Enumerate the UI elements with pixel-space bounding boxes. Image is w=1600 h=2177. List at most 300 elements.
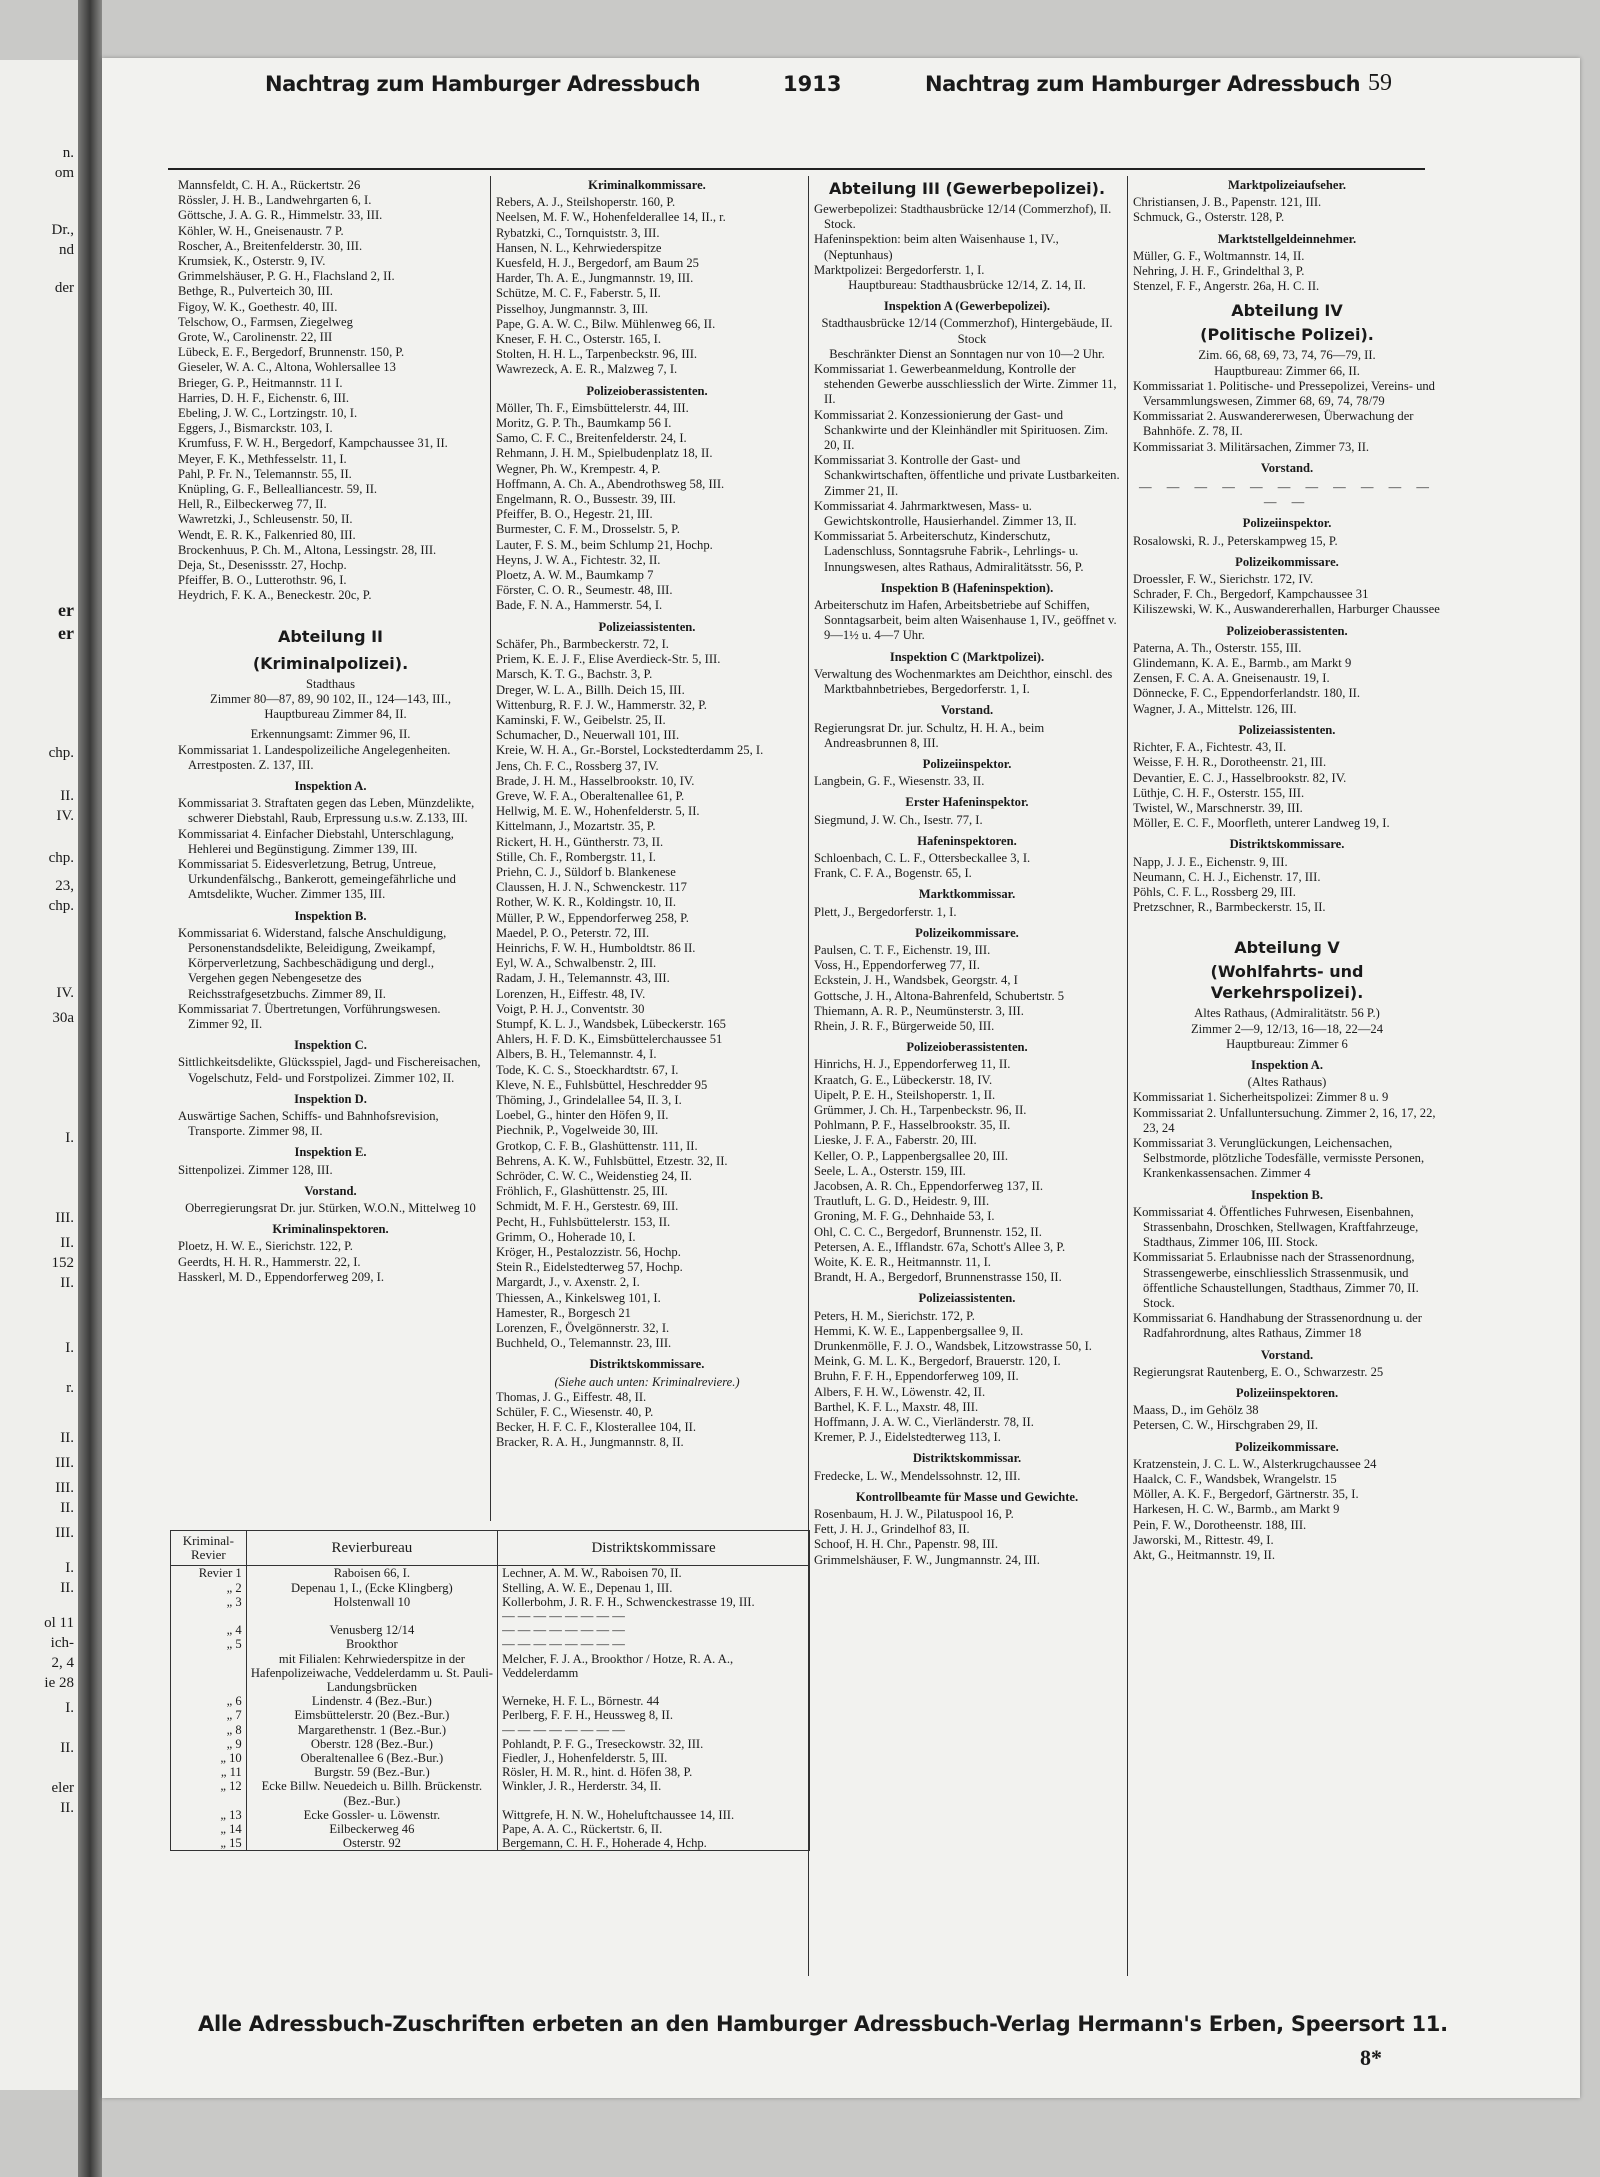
list-entry: Devantier, E. C. J., Hasselbrookstr. 82, IV. [1133, 770, 1347, 785]
list-entry: Behrens, A. K. W., Fuhlsbüttel, Etzestr. 32, II. [496, 1153, 728, 1168]
list-entry: Schumacher, D., Neuerwall 101, III. [496, 728, 680, 743]
list-entry: Müller, G. F., Woltmannstr. 14, II. [1133, 248, 1305, 263]
inspektion-a-location: (Altes Rathaus) [1247, 1075, 1327, 1090]
previous-page-fragment: 152 [51, 1255, 74, 1271]
list-entry: Loebel, G., hinter den Höfen 9, II. [496, 1108, 669, 1123]
list-entry: Trautluft, L. G. D., Heidestr. 9, III. [814, 1194, 990, 1209]
revier-cell: „ 3 [171, 1595, 247, 1609]
revierbureau-cell: Venusberg 12/14 [246, 1623, 497, 1637]
kommissariat-4: Kommissariat 4. Öffentliches Fuhrwesen, Eisenbahnen, Strassenbahn, Droschken, Stellwagen, Kraftfahrzeuge, Stadthaus, Zimmer 106, III. Stock. [1133, 1204, 1419, 1250]
previous-page-fragment: III. [55, 1525, 74, 1541]
list-entry: Glindemann, K. A. E., Barmb., am Markt 9 [1133, 656, 1352, 671]
revier-cell: Revier 1 [171, 1566, 247, 1581]
column-rule-1 [490, 176, 491, 1521]
abteilung-4-hauptbureau: Hauptbureau: Zimmer 66, II. [1214, 363, 1360, 378]
revier-cell: „ 10 [171, 1751, 247, 1765]
inspektion-c-text: Verwaltung des Wochenmarktes am Deichthor, einschl. des Marktbahnbetriebes, Bergedorferstr. 1, I. [814, 666, 1113, 697]
table-row [171, 1566, 810, 1581]
table-row [171, 1723, 810, 1737]
list-entry: Petersen, A. E., Ifflandstr. 67a, Schott's Allee 3, P. [814, 1239, 1066, 1254]
revierbureau-cell [246, 1609, 497, 1623]
kommissariat-4: Kommissariat 4. Einfacher Diebstahl, Unterschlagung, Hehlerei und Begünstigung. Zimmer 139, III. [178, 826, 454, 856]
section-subtitle-wohlfahrts-verkehrspolizei: (Wohlfahrts- und Verkehrspolizei). [1210, 962, 1364, 1003]
list-entry: Kneser, F. H. C., Osterstr. 165, I. [496, 332, 661, 347]
list-entry: Brockenhuus, P. Ch. M., Altona, Lessingstr. 28, III. [178, 542, 437, 557]
list-entry: Hemmi, K. W. E., Lappenbergsallee 9, II. [814, 1323, 1024, 1338]
revierbureau-cell: Margarethenstr. 1 (Bez.-Bur.) [246, 1723, 497, 1737]
polizeiassistenten-heading: Polizeiassistenten. [918, 1291, 1016, 1306]
previous-page-fragment: II. [60, 1430, 74, 1446]
list-entry: Bethge, R., Pulverteich 30, III. [178, 284, 333, 299]
abteilung-5-rooms: Zimmer 2—9, 12/13, 16—18, 22—24 [1190, 1021, 1384, 1036]
list-entry: Haalck, C. F., Wandsbek, Wrangelstr. 15 [1133, 1472, 1337, 1487]
running-title-right: Nachtrag zum Hamburger Adressbuch [925, 72, 1361, 96]
distriktskommissar-cell: Pape, A. A. C., Rückertstr. 6, II. [498, 1822, 810, 1836]
list-entry: Uipelt, P. E. H., Steilshoperstr. 1, II. [814, 1087, 996, 1102]
column-4 [1133, 178, 1441, 1563]
list-entry: Ahlers, H. F. D. K., Eimsbüttelerchaussee 51 [496, 1032, 723, 1047]
list-entry: Deja, St., Desenissstr. 27, Hochp. [178, 558, 347, 573]
distriktskommissare-heading: Distriktskommissare. [589, 1357, 705, 1372]
polizeikommissare-list [1133, 1457, 1441, 1563]
previous-page-fragment: II. [60, 1800, 74, 1816]
distriktskommissar-cell: Pohlandt, P. F. G., Treseckowstr. 32, III. [498, 1737, 810, 1751]
polizeiassistenten-heading: Polizeiassistenten. [598, 619, 696, 634]
list-entry: Albers, B. H., Telemannstr. 4, I. [496, 1047, 657, 1062]
list-entry: Rother, W. K. R., Koldingstr. 10, II. [496, 895, 677, 910]
list-entry: Paterna, A. Th., Osterstr. 155, III. [1133, 640, 1302, 655]
polizeiinspektor-name: Langbein, G. F., Wiesenstr. 33, II. [814, 774, 985, 789]
inspektion-b-text: Arbeiterschutz im Hafen, Arbeitsbetriebe auf Schiffen, Sonntagsarbeit, beim alten Waisenhause 1, IV., geöffnet v. 9—1½ u. 4—7 Uhr. [814, 598, 1117, 643]
list-entry: Pecht, H., Fuhlsbüttelerstr. 153, II. [496, 1214, 671, 1229]
inspektion-c-heading: Inspektion C (Marktpolizei). [889, 649, 1045, 664]
distriktskommissar-cell: Rösler, H. M. R., hint. d. Höfen 38, P. [498, 1765, 810, 1779]
kriminalinspektoren-list [178, 1239, 483, 1285]
list-entry: Fett, J. H. J., Grindelhof 83, II. [814, 1522, 970, 1537]
revierbureau-cell: Oberaltenallee 6 (Bez.-Bur.) [246, 1751, 497, 1765]
list-entry: Schütze, M. C. F., Faberstr. 5, II. [496, 286, 661, 301]
distriktskommissar-cell: Winkler, J. R., Herderstr. 34, II. [498, 1779, 810, 1807]
list-entry: Meyer, F. K., Methfesselstr. 11, I. [178, 451, 347, 466]
kommissariat-3: Kommissariat 3. Kontrolle der Gast- und Schankwirtschaften, öffentliche und private Lustbarkeiten. Zimmer 21, II. [814, 453, 1120, 498]
kommissariat-3: Kommissariat 3. Militärsachen, Zimmer 73, II. [1133, 439, 1370, 454]
list-entry: Schüler, F. C., Wiesenstr. 40, P. [496, 1405, 654, 1420]
running-title-left: Nachtrag zum Hamburger Adressbuch [265, 72, 701, 96]
list-entry: Schoof, H. H. Chr., Papenstr. 98, III. [814, 1537, 998, 1552]
list-entry: Gieseler, W. A. C., Altona, Wohlersallee 13 [178, 360, 396, 375]
list-entry: Hellwig, M. E. W., Hohenfelderstr. 5, II. [496, 804, 700, 819]
list-entry: Fröhlich, F., Glashüttenstr. 25, III. [496, 1184, 668, 1199]
previous-page-fragment: II. [60, 1235, 74, 1251]
polizeiinspektoren-list [1133, 1403, 1441, 1433]
list-entry: Wagner, J. A., Mittelstr. 126, III. [1133, 701, 1297, 716]
list-entry: Eckstein, J. H., Wandsbek, Georgstr. 4, I [814, 973, 1018, 988]
inspektion-d-text: Auswärtige Sachen, Schiffs- und Bahnhofsrevision, Transporte. Zimmer 98, II. [178, 1108, 439, 1139]
hauptbureau-address: Hauptbureau: Stadthausbrücke 12/14, Z. 14, II. [848, 278, 1086, 293]
previous-page-fragment: II. [60, 1275, 74, 1291]
marktpolizei-address: Marktpolizei: Bergedorferstr. 1, I. [814, 262, 985, 277]
list-entry: Bruhn, F. F. H., Eppendorferweg 109, II. [814, 1369, 1019, 1384]
inspektion-a-text: Stadthausbrücke 12/14 (Commerzhof), Hintergebäude, II. Stock [821, 316, 1113, 346]
list-entry: Marsch, K. T. G., Bachstr. 3, P. [496, 667, 653, 682]
polizeikommissare-list [1133, 572, 1441, 618]
list-entry: Kuesfeld, H. J., Bergedorf, am Baum 25 [496, 256, 699, 271]
column-3 [814, 178, 1120, 1568]
list-entry: Napp, J. J. E., Eichenstr. 9, III. [1133, 854, 1288, 869]
list-entry: Heyns, J. W. A., Fichtestr. 32, II. [496, 552, 661, 567]
previous-page-fragment: om [54, 165, 74, 181]
list-entry: Nehring, J. H. F., Grindelthal 3, P. [1133, 264, 1305, 279]
inspektion-b-heading: Inspektion B. [1250, 1187, 1324, 1202]
distriktskommissar-cell: Bergemann, C. H. F., Hoherade 4, Hchp. [498, 1836, 810, 1851]
table-row [171, 1694, 810, 1708]
list-entry: Roscher, A., Breitenfelderstr. 30, III. [178, 238, 363, 253]
list-entry: Lorenzen, H., Eiffestr. 48, IV. [496, 986, 646, 1001]
kontrollbeamte-list [814, 1507, 1120, 1568]
list-entry: Rössler, J. H. B., Landwehrgarten 6, I. [178, 193, 372, 208]
page-header [185, 70, 1465, 110]
list-entry: Voss, H., Eppendorferweg 77, II. [814, 958, 980, 973]
previous-page-fragment: er [58, 600, 74, 620]
table-row [171, 1751, 810, 1765]
previous-page-fragment: chp. [48, 745, 74, 761]
erster-hafeninspektor-heading: Erster Hafeninspektor. [905, 795, 1029, 810]
erster-hafeninspektor-name: Siegmund, J. W. Ch., Isestr. 77, I. [814, 812, 983, 827]
polizeiinspektor-heading: Polizeiinspektor. [922, 756, 1012, 771]
revierbureau-cell: Eimsbüttelerstr. 20 (Bez.-Bur.) [246, 1708, 497, 1722]
polizeikommissare-heading: Polizeikommissare. [1235, 554, 1339, 569]
list-entry: Albers, F. H. W., Löwenstr. 42, II. [814, 1384, 986, 1399]
stadthaus-rooms: Zimmer 80—87, 89, 90 102, II., 124—143, III., Hauptbureau Zimmer 84, II. [210, 691, 451, 722]
list-entry: Hasskerl, M. D., Eppendorferweg 209, I. [178, 1269, 384, 1284]
list-entry: Wendt, E. R. K., Falkenried 80, III. [178, 527, 356, 542]
column-1 [178, 178, 483, 1285]
distriktskommissar-cell: Lechner, A. M. W., Raboisen 70, II. [498, 1566, 810, 1581]
list-entry: Margardt, J., v. Axenstr. 2, I. [496, 1275, 640, 1290]
list-entry: Thiemann, A. R. P., Neumünsterstr. 3, III. [814, 1003, 1024, 1018]
previous-page-fragment: er [58, 623, 74, 643]
previous-page-fragment: der [54, 280, 74, 296]
inspektion-b-heading: Inspektion B (Hafeninspektion). [880, 580, 1054, 595]
kommissariat-5: Kommissariat 5. Eidesverletzung, Betrug, Untreue, Urkundenfälschg., Bankerott, gemeingefährliche und Amtsdelikte, Wucher. Zimmer 135, III. [178, 856, 456, 902]
list-entry: Radam, J. H., Telemannstr. 43, III. [496, 971, 670, 986]
polizeioberassistenten-heading: Polizeioberassistenten. [906, 1040, 1028, 1055]
list-entry: Schröder, C. W. C., Weidenstieg 24, II. [496, 1169, 692, 1183]
list-entry: Ploetz, A. W. M., Baumkamp 7 [496, 568, 654, 583]
list-entry: Richter, F. A., Fichtestr. 43, II. [1133, 740, 1287, 755]
list-entry: Maass, D., im Gehölz 38 [1133, 1403, 1259, 1418]
list-entry: Burmester, C. F. M., Drosselstr. 5, P. [496, 522, 680, 537]
header-rule [168, 168, 1425, 170]
previous-page-fragment: IV. [56, 985, 74, 1001]
inspektion-e-text: Sittenpolizei. Zimmer 128, III. [178, 1162, 333, 1177]
list-entry: Eyl, W. A., Schwalbenstr. 2, III. [496, 956, 657, 971]
list-entry: Kraatch, G. E., Lübeckerstr. 18, IV. [814, 1072, 993, 1087]
list-entry: Rehmann, J. H. M., Spielbudenplatz 18, II. [496, 446, 713, 461]
list-entry: Möller, A. K. F., Bergedorf, Gärtnerstr. 35, I. [1133, 1487, 1359, 1502]
section-subtitle-politische-polizei: (Politische Polizei). [1200, 325, 1374, 345]
table-row [171, 1836, 810, 1851]
page-number: 59 [1368, 70, 1392, 96]
list-entry: Gottsche, J. H., Altona-Bahrenfeld, Schubertstr. 5 [814, 988, 1065, 1003]
list-entry: Groning, M. F. G., Dehnhaide 53, I. [814, 1209, 995, 1224]
table-row [171, 1581, 810, 1595]
marktkommissar-name: Plett, J., Bergedorferstr. 1, I. [814, 904, 957, 919]
previous-page-fragment: chp. [48, 898, 74, 914]
signature-mark: 8* [1360, 2045, 1382, 2070]
table-row [171, 1822, 810, 1836]
marktkommissar-heading: Marktkommissar. [918, 887, 1016, 902]
polizeiassistenten-list [1133, 740, 1441, 831]
marktpolizeiaufseher-list [1133, 195, 1441, 225]
inspektion-c-heading: Inspektion C. [294, 1038, 367, 1053]
previous-page-edge [0, 60, 79, 2090]
kontrollbeamte-heading: Kontrollbeamte für Masse und Gewichte. [855, 1489, 1079, 1504]
vorstand-text: Regierungsrat Dr. jur. Schultz, H. H. A., beim Andreasbrunnen 8, III. [814, 720, 1045, 750]
distriktskommissar-name: Fredecke, L. W., Mendelssohnstr. 12, III. [814, 1468, 1021, 1483]
distriktskommissar-cell: Wittgrefe, H. N. W., Hoheluftchaussee 14, III. [498, 1808, 810, 1822]
distriktskommissare-note: (Siehe auch unten: Kriminalreviere.) [554, 1374, 740, 1389]
hafeninspektoren-list [814, 851, 1120, 881]
kriminalrevier-table [170, 1530, 810, 1851]
list-entry: Thiessen, A., Kinkelsweg 101, I. [496, 1290, 661, 1305]
inspektion-a-heading: Inspektion A (Gewerbepolizei). [883, 299, 1051, 314]
list-entry: Grote, W., Carolinenstr. 22, III [178, 330, 333, 345]
vorstand-heading: Vorstand. [304, 1183, 357, 1198]
polizeiinspektor-heading: Polizeiinspektor. [1242, 516, 1332, 531]
kommissariat-7: Kommissariat 7. Übertretungen, Vorführungswesen. Zimmer 92, II. [178, 1001, 441, 1031]
list-entry: Möller, E. C. F., Moorfleth, unterer Landweg 19, I. [1133, 816, 1390, 831]
distriktskommissar-heading: Distriktskommissar. [912, 1451, 1022, 1466]
marktstellgeldeinnehmer-heading: Marktstellgeldeinnehmer. [1217, 231, 1357, 246]
polizeiinspektor-name: Rosalowski, R. J., Peterskampweg 15, P. [1133, 533, 1338, 548]
list-entry: Lorenzen, F., Övelgönnerstr. 32, I. [496, 1321, 670, 1336]
polizeiinspektoren-heading: Polizeiinspektoren. [1235, 1386, 1339, 1400]
list-entry: Grümmer, J. Ch. H., Tarpenbeckstr. 96, II. [814, 1102, 1027, 1117]
list-entry: Geerdts, H. H. R., Hammerstr. 22, I. [178, 1254, 361, 1269]
previous-page-fragment: eler [51, 1780, 74, 1796]
abteilung-5-address: Altes Rathaus, (Admiralitätstr. 56 P.) [1194, 1006, 1380, 1021]
table-row [171, 1623, 810, 1637]
list-entry: Eggers, J., Bismarckstr. 103, I. [178, 421, 333, 436]
list-entry: Seele, L. A., Osterstr. 159, III. [814, 1163, 966, 1178]
list-entry: Piechnik, P., Vogelweide 30, III. [496, 1123, 659, 1138]
list-entry: Wittenburg, R. F. J. W., Hammerstr. 32, P. [496, 697, 707, 712]
list-entry: Pohlmann, P. F., Hasselbrookstr. 35, II. [814, 1118, 1011, 1133]
distriktskommissar-cell: — — — — — — — — [498, 1723, 810, 1737]
previous-page-fragment: r. [66, 1380, 74, 1396]
list-entry: Dreger, W. L. A., Billh. Deich 15, III. [496, 682, 685, 697]
list-entry: Grimm, O., Hoherade 10, I. [496, 1229, 636, 1244]
list-entry: Rybatzki, C., Tornquiststr. 3, III. [496, 225, 660, 240]
list-entry: Engelmann, R. O., Bussestr. 39, III. [496, 492, 676, 507]
list-entry: Wegner, Ph. W., Krempestr. 4, P. [496, 461, 661, 476]
list-entry: Hell, R., Eilbeckerweg 77, II. [178, 497, 327, 512]
kommissariat-6: Kommissariat 6. Widerstand, falsche Anschuldigung, Personenstandsdelikte, Beleidigung, Zweikampf, Körperverletzung, Sachbeschädigung und dergl., Vergehen gegen Nebengesetze des Reichsstrafgesetzbuchs. Zimmer 89, II. [178, 925, 447, 1001]
inspektion-d-heading: Inspektion D. [294, 1091, 367, 1106]
abteilung-4-rooms: Zim. 66, 68, 69, 73, 74, 76—79, II. [1198, 348, 1376, 363]
list-entry: Göttsche, J. A. G. R., Himmelstr. 33, III. [178, 208, 383, 223]
table-header-distriktskommissare: Distriktskommissare [498, 1531, 810, 1566]
abteilung-5-hauptbureau: Hauptbureau: Zimmer 6 [1226, 1036, 1348, 1051]
list-entry: Kaminski, F. W., Geibelstr. 25, II. [496, 712, 666, 727]
polizeikommissare-heading: Polizeikommissare. [915, 925, 1019, 940]
previous-page-fragment: 23, [55, 878, 74, 894]
list-entry: Maedel, P. O., Peterstr. 72, III. [496, 925, 650, 940]
polizeioberassistenten-list [814, 1057, 1120, 1285]
list-entry: Paulsen, C. T. F., Eichenstr. 19, III. [814, 942, 991, 957]
revier-cell: „ 6 [171, 1694, 247, 1708]
polizeiassistenten-list [496, 637, 798, 1352]
column-rule-3 [1127, 176, 1128, 1976]
polizeiassistenten-list [814, 1309, 1120, 1446]
previous-page-fragment: 2, 4 [51, 1655, 74, 1671]
previous-page-fragment: I. [65, 1340, 74, 1356]
list-entry: Hoffmann, A. Ch. A., Abendrothsweg 58, III. [496, 476, 725, 491]
revier-cell: „ 15 [171, 1836, 247, 1851]
list-entry: Kröger, H., Pestalozzistr. 56, Hochp. [496, 1245, 681, 1260]
kommissariat-3: Kommissariat 3. Verunglückungen, Leichensachen, Selbstmorde, plötzliche Todesfälle, vermisste Personen, Krankenkassensachen. Zimmer 4 [1133, 1135, 1425, 1181]
list-entry: Pretzschner, R., Barmbeckerstr. 15, II. [1133, 900, 1326, 915]
list-entry: Zensen, F. C. A. A. Gneisenaustr. 19, I. [1133, 671, 1330, 686]
kriminalkommissare-heading: Kriminalkommissare. [588, 178, 706, 192]
list-entry: Pfeiffer, B. O., Hegestr. 21, III. [496, 507, 653, 522]
vorstand-text: Regierungsrat Rautenberg, E. O., Schwarzestr. 25 [1133, 1364, 1384, 1379]
list-entry: Möller, Th. F., Eimsbüttelerstr. 44, III. [496, 400, 689, 415]
list-entry: Twistel, W., Marschnerstr. 39, III. [1133, 800, 1303, 815]
inspektion-b-heading: Inspektion B. [294, 908, 367, 923]
previous-page-fragment: III. [55, 1480, 74, 1496]
previous-page-fragment: chp. [48, 850, 74, 866]
distriktskommissar-cell: — — — — — — — — [498, 1637, 810, 1651]
revier-cell [171, 1609, 247, 1623]
previous-page-fragment: ie 28 [44, 1675, 74, 1691]
list-entry: Voigt, P. H. J., Conventstr. 30 [496, 1001, 645, 1016]
polizeioberassistenten-list [1133, 641, 1441, 717]
list-entry: Thöming, J., Grindelallee 54, II. 3, I. [496, 1092, 682, 1107]
distriktskommissar-cell: Perlberg, F. F. H., Heussweg 8, II. [498, 1708, 810, 1722]
distriktskommissar-cell: Stelling, A. W. E., Depenau 1, III. [498, 1581, 810, 1595]
list-entry: Wawrezeck, A. E. R., Malzweg 7, I. [496, 362, 678, 377]
kommissariat-3: Kommissariat 3. Straftaten gegen das Leben, Münzdelikte, schwerer Diebstahl, Raub, Erpressung u.s.w. Z.133, III. [178, 796, 475, 826]
revierbureau-cell: Ecke Gossler- u. Löwenstr. [246, 1808, 497, 1822]
revier-cell: „ 13 [171, 1808, 247, 1822]
previous-page-fragment: nd [59, 242, 74, 258]
list-entry: Wawretzki, J., Schleusenstr. 50, II. [178, 512, 353, 527]
polizeioberassistenten-heading: Polizeioberassistenten. [1226, 623, 1348, 638]
revier-cell: „ 2 [171, 1581, 247, 1595]
revier-cell [171, 1652, 247, 1695]
list-entry: Heinrichs, F. W. H., Humboldtstr. 86 II. [496, 940, 696, 955]
list-entry: Kratzenstein, J. C. L. W., Alsterkrugchaussee 24 [1133, 1456, 1377, 1471]
erkennungsamt: Erkennungsamt: Zimmer 96, II. [250, 727, 411, 742]
previous-page-fragment: ol 11 [44, 1615, 74, 1631]
previous-page-fragment: I. [65, 1560, 74, 1576]
list-entry: Moritz, G. P. Th., Baumkamp 56 I. [496, 416, 672, 431]
list-entry: Pfeiffer, B. O., Lutterothstr. 96, I. [178, 573, 347, 588]
list-entry: Harries, D. H. F., Eichenstr. 6, III. [178, 390, 350, 405]
list-entry: Hinrichs, H. J., Eppendorferweg 11, II. [814, 1057, 1011, 1072]
inspektion-e-heading: Inspektion E. [294, 1145, 367, 1160]
list-entry: Bracker, R. A. H., Jungmannstr. 8, II. [496, 1435, 684, 1450]
list-entry: Kleve, N. E., Fuhlsbüttel, Heschredder 95 [496, 1077, 708, 1092]
table-row [171, 1708, 810, 1722]
polizeikommissare-heading: Polizeikommissare. [1235, 1439, 1339, 1454]
vorstand-heading: Vorstand. [1260, 460, 1314, 475]
list-entry: Petersen, C. W., Hirschgraben 29, II. [1133, 1418, 1319, 1433]
list-entry: Rhein, J. R. F., Bürgerweide 50, III. [814, 1018, 995, 1033]
vorstand-heading: Vorstand. [1260, 1347, 1314, 1362]
inspektion-c-text: Sittlichkeitsdelikte, Glücksspiel, Jagd- und Fischereisachen, Vogelschutz, Feld- und Forstpolizei. Zimmer 102, II. [178, 1055, 481, 1085]
list-entry: Förster, C. O. R., Seumestr. 48, III. [496, 583, 673, 598]
polizeioberassistenten-heading: Polizeioberassistenten. [586, 383, 708, 398]
name-list [178, 178, 483, 604]
revierbureau-cell: Raboisen 66, I. [246, 1566, 497, 1581]
list-entry: Stille, Ch. F., Rombergstr. 11, I. [496, 849, 656, 864]
list-entry: Telschow, O., Farmsen, Ziegelweg [178, 314, 353, 329]
distriktskommissar-cell: — — — — — — — — [498, 1609, 810, 1623]
list-entry: Figoy, W. K., Goethestr. 40, III. [178, 299, 338, 314]
list-entry: Stolten, H. H. L., Tarpenbeckstr. 96, III. [496, 347, 698, 362]
revier-cell: „ 12 [171, 1779, 247, 1807]
running-year: 1913 [783, 72, 842, 96]
list-entry: Kremer, P. J., Eidelstedterweg 113, I. [814, 1430, 1001, 1445]
list-entry: Greve, W. F. A., Oberaltenallee 61, P. [496, 788, 685, 803]
table-header-revier: Kriminal-Revier [171, 1531, 247, 1566]
kommissariat-1: Kommissariat 1. Politische- und Pressepolizei, Vereins- und Versammlungswesen, Zimmer 68, 69, 74, 78/79 [1133, 378, 1435, 409]
kommissariat-1: Kommissariat 1. Gewerbeanmeldung, Kontrolle der stehenden Gewerbe ausschliesslich der Wirte. Zimmer 11, II. [814, 362, 1117, 407]
list-entry: Dönnecke, F. C., Eppendorferlandstr. 180, II. [1133, 686, 1361, 701]
list-entry: Lübeck, E. F., Bergedorf, Brunnenstr. 150, P. [178, 345, 405, 360]
vorstand-text: Oberregierungsrat Dr. jur. Stürken, W.O.N., Mittelweg 10 [185, 1200, 476, 1215]
list-entry: Barthel, K. F. L., Maxstr. 48, III. [814, 1399, 979, 1414]
gewerbepolizei-address: Gewerbepolizei: Stadthausbrücke 12/14 (Commerzhof), II. Stock. [814, 202, 1112, 232]
section-subtitle-kriminalpolizei: (Kriminalpolizei). [252, 653, 409, 673]
revierbureau-cell: mit Filialen: Kehrwiederspitze in der Hafenpolizeiwache, Veddelerdamm u. St. Pauli-Landungsbrücken [246, 1652, 497, 1695]
revierbureau-cell: Eilbeckerweg 46 [246, 1822, 497, 1836]
list-entry: Harkesen, H. C. W., Barmb., am Markt 9 [1133, 1502, 1340, 1517]
section-title-abteilung-2: Abteilung II [277, 626, 383, 646]
book-gutter [78, 0, 102, 2177]
marktstellgeldeinnehmer-list [1133, 249, 1441, 295]
list-entry: Schmidt, M. F. H., Gerstestr. 69, III. [496, 1199, 679, 1214]
list-entry: Kreie, W. H. A., Gr.-Borstel, Lockstedterdamm 25, I. [496, 743, 764, 758]
table-row [171, 1737, 810, 1751]
revierbureau-cell: Burgstr. 59 (Bez.-Bur.) [246, 1765, 497, 1779]
distriktskommissar-cell: Melcher, F. J. A., Brookthor / Hotze, R. A. A., Veddelerdamm [498, 1652, 810, 1695]
table-row [171, 1765, 810, 1779]
column-2 [496, 178, 798, 1451]
hafeninspektion-address: Hafeninspektion: beim alten Waisenhause 1, IV., (Neptunhaus) [814, 232, 1059, 262]
list-entry: Meink, G. M. L. K., Bergedorf, Brauerstr. 120, I. [814, 1354, 1061, 1369]
kommissariat-5: Kommissariat 5. Arbeiterschutz, Kinderschutz, Ladenschluss, Sonntagsruhe Fabrik-, Lehrlings- u. Innungswesen, altes Rathaus, Admiralitätsstr. 56, P. [814, 529, 1084, 574]
list-entry: Weisse, F. H. R., Dorotheenstr. 21, III. [1133, 755, 1327, 770]
list-entry: Akt, G., Heitmannstr. 19, II. [1133, 1548, 1276, 1563]
list-entry: Pein, F. W., Dorotheenstr. 188, III. [1133, 1517, 1307, 1532]
list-entry: Lieske, J. F. A., Faberstr. 20, III. [814, 1133, 977, 1148]
kommissariat-1: Kommissariat 1. Landespolizeiliche Angelegenheiten. Arrestposten. Z. 137, III. [178, 742, 451, 772]
list-entry: Drunkenmölle, F. J. O., Wandsbek, Litzowstrasse 50, I. [814, 1339, 1092, 1354]
stadthaus-label: Stadthaus [306, 676, 355, 691]
list-entry: Lauter, F. S. M., beim Schlump 21, Hochp. [496, 537, 713, 552]
revier-cell: „ 8 [171, 1723, 247, 1737]
table-row [171, 1609, 810, 1623]
list-entry: Krumfuss, F. W. H., Bergedorf, Kampchaussee 31, II. [178, 436, 448, 451]
distriktskommissare-list [1133, 855, 1441, 916]
kommissariat-4: Kommissariat 4. Jahrmarktwesen, Mass- u. Gewichtskontrolle, Hausierhandel. Zimmer 13, II. [814, 498, 1077, 529]
previous-page-fragment: IV. [56, 808, 74, 824]
marktpolizeiaufseher-heading: Marktpolizeiaufseher. [1227, 178, 1347, 192]
